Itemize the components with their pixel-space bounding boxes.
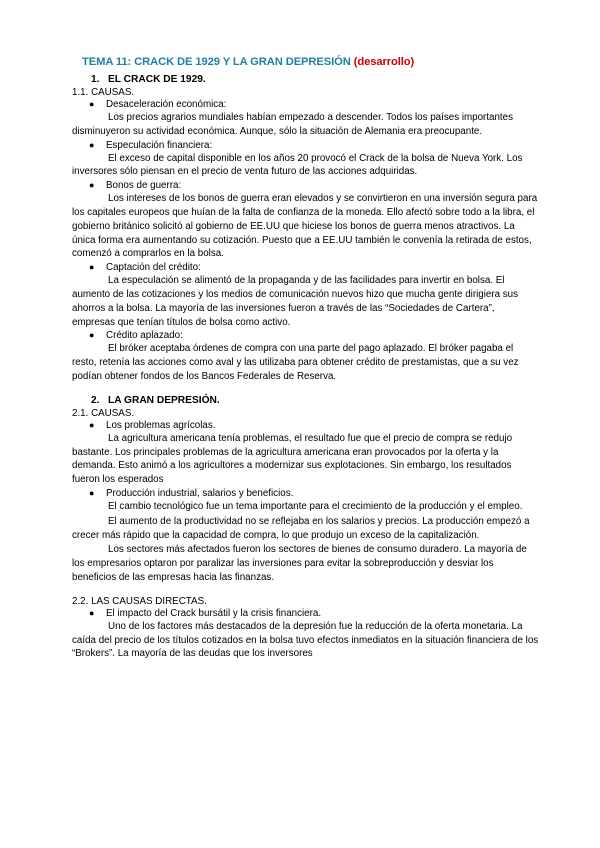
paragraph: El aumento de la productividad no se reflejaba en los salarios y precios. La producción empezó a crecer más rápido que la capacidad de compra, lo que produjo un exceso de la capitalización. [72,515,530,541]
bullet-label: Los problemas agrícolas. [106,419,216,431]
bullet-item [86,99,540,110]
title-suffix: (desarrollo) [353,56,415,68]
paragraph: Los intereses de los bonos de guerra eran elevados y se convirtieron en una inversión segura para los capitales europeos que huían de la falta de confianza de la moneda. Ello afectó sobre todo a la libra, el gobierno británico solicitó al gobierno de EE.UU que hiciese los bonos de guerra menos atractivos. La única forma era aumentando su cotización. Puesto que a EE.UU también le convenía la retirada de estos, comenzó a comprarlos en la bolsa. [72,193,538,260]
bullet-item [86,488,540,499]
section-1-number: 1. [91,74,100,85]
paragraph: El bróker aceptaba órdenes de compra con una parte del pago aplazado. El bróker pagaba el resto, retenía las acciones como aval y las utilizaba para obtener crédito de prestamistas, que a su vez podían obtener fondos de los Bancos Federales de Reserva. [72,343,519,382]
section-2-number: 2. [91,394,100,406]
bullet-dot-icon: ● [89,99,95,109]
paragraph: Los precios agrarios mundiales habían empezado a descender. Todos los países importantes disminuyeron su actividad económica. Aunque, sólo la situación de Alemania era preocupante. [72,112,514,137]
document-title [82,56,540,68]
bullet-item [86,180,540,191]
subsection-1-1-heading: 1.1. CAUSAS. [72,87,135,98]
spacer [72,385,540,395]
paragraph: Los sectores más afectados fueron los sectores de bienes de consumo duradero. La mayoría de los empresarios optaron por paralizar las inversiones para evitar la sobreproducción y desviar los beneficios de las empresas hacia las finanzas. [72,544,527,583]
bullet-dot-icon: ● [89,487,95,498]
section-2-title: LA GRAN DEPRESIÓN. [108,394,220,406]
section-1-title: EL CRACK DE 1929. [108,74,206,85]
bullet-dot-icon: ● [89,139,95,150]
bullet-label: Captación del crédito: [106,262,201,274]
bullet-item [86,330,540,341]
subsection-2-2-heading: 2.2. LAS CAUSAS DIRECTAS. [72,595,207,607]
subsection-2-1-heading: 2.1. CAUSAS. [72,407,135,419]
title-main: TEMA 11: CRACK DE 1929 Y LA GRAN DEPRESIÓN [82,56,354,68]
paragraph: El cambio tecnológico fue un tema importante para el crecimiento de la producción y el empleo. [108,500,523,512]
bullet-item [86,140,540,151]
bullet-item [86,608,540,619]
bullet-label: Producción industrial, salarios y beneficios. [106,487,294,499]
paragraph: Uno de los factores más destacados de la depresión fue la reducción de la oferta monetaria. La caída del precio de los títulos cotizados en la bolsa tuvo efectos inmediatos en la situación financiera de los “Brokers”. La mayoría de las deudas que los inversores [72,620,539,660]
bullet-dot-icon: ● [89,419,95,430]
bullet-label: Desaceleración económica: [106,99,227,110]
bullet-label: Bonos de guerra: [106,180,182,192]
paragraph: La especulación se alimentó de la propaganda y de las facilidades para invertir en bolsa. El aumento de las cotizaciones y los medios de comunicación nuevos hizo que mucha gente dirigiera sus ahorros a la bolsa. La mayoría de las inversiones fueron a través de las “Sociedades de Cartera”, empresas que tenían títulos de bolsa como activo. [72,275,519,328]
bullet-dot-icon: ● [89,262,95,273]
section-2-heading [91,395,540,406]
bullet-dot-icon: ● [89,180,95,191]
bullet-label: El impacto del Crack bursátil y la crisis financiera. [106,607,322,619]
paragraph: El exceso de capital disponible en los años 20 provocó el Crack de la bolsa de Nueva York. Los inversores sólo piensan en el precio de venta futuro de las acciones adquiridas. [72,152,523,178]
section-1-heading [91,74,540,85]
bullet-dot-icon: ● [89,330,95,341]
bullet-item [86,420,540,431]
bullet-item [86,262,540,273]
bullet-label: Crédito aplazado: [106,330,183,342]
bullet-dot-icon: ● [89,607,95,618]
paragraph: La agricultura americana tenía problemas, el resultado fue que el precio de compra se redujo bastante. Los principales problemas de la agricultura americana eran provocados por la oferta y la demanda. Esto animó a los agricultores a modernizar sus explotaciones. Sin embargo, los resultados fueron los esperados [72,432,513,486]
bullet-label: Especulación financiera: [106,139,213,151]
spacer [72,586,540,596]
